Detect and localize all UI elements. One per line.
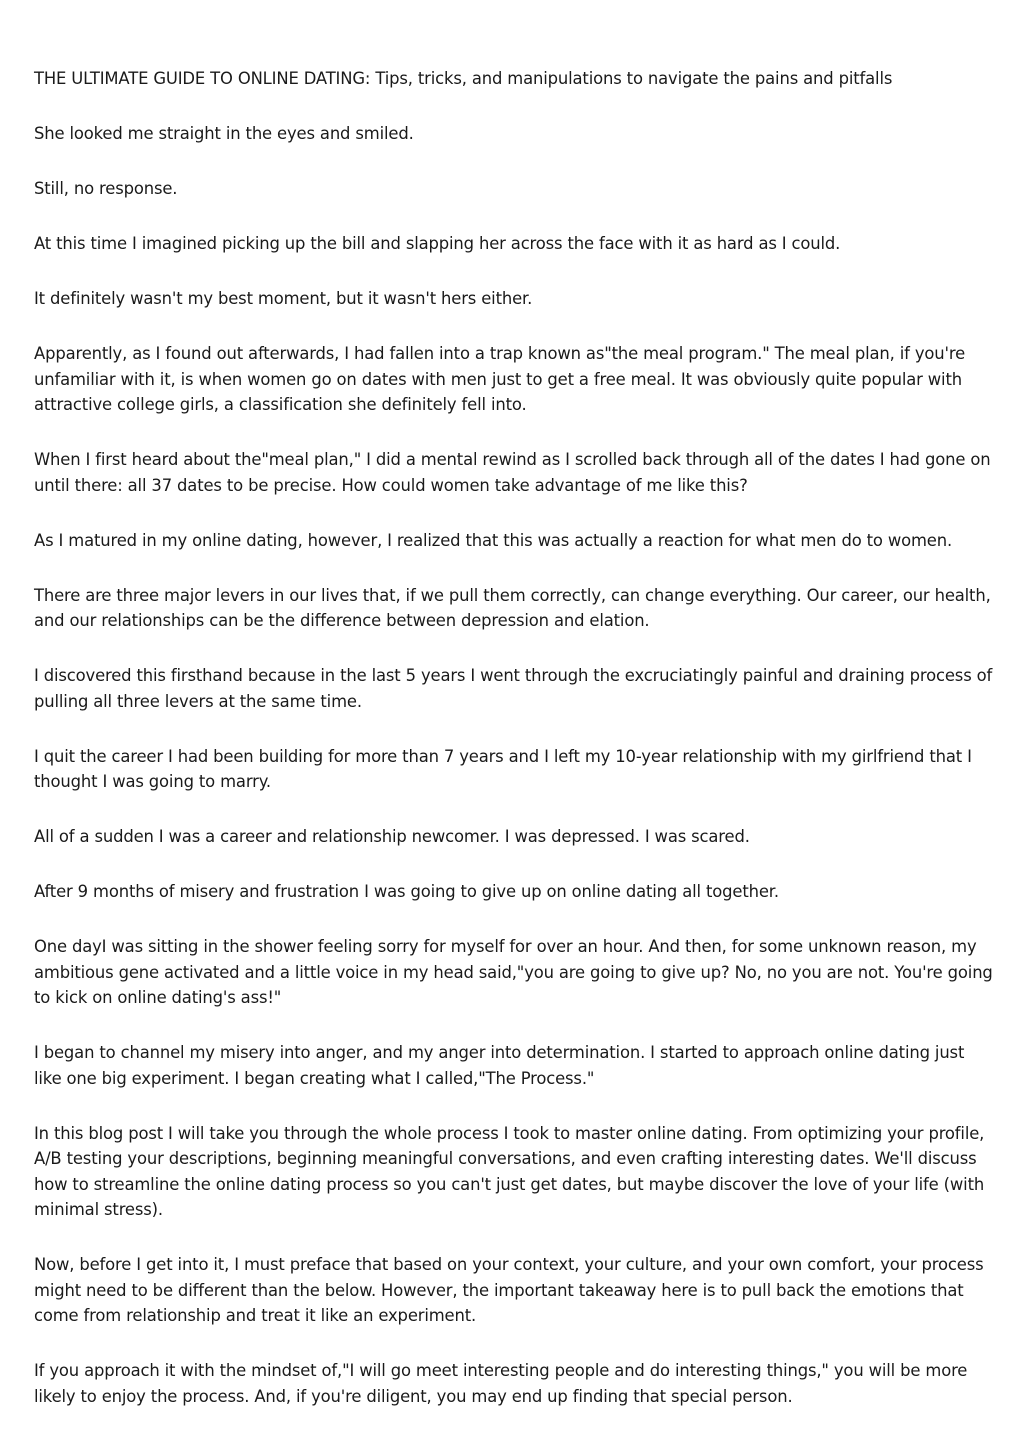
paragraph: As I matured in my online dating, however, I realized that this was actually a reaction for what men do to women.: [34, 530, 953, 550]
paragraph: Apparently, as I found out afterwards, I had fallen into a trap known as"the meal program." The meal plan, if you're unfamiliar with it, is when women go on dates with men just to get a free meal. It was obviously quite popular with attractive college girls, a classification she definitely fell into.: [34, 344, 966, 414]
paragraph: If you approach it with the mindset of,"I will go meet interesting people and do interesting things," you will be more likely to enjoy the process. And, if you're diligent, you may end up finding that special person.: [34, 1361, 968, 1406]
document-body: [34, 66, 994, 1439]
paragraph: All of a sudden I was a career and relationship newcomer. I was depressed. I was scared.: [34, 827, 750, 846]
paragraph: I quit the career I had been building for more than 7 years and I left my 10-year relationship with my girlfriend that I thought I was going to marry.: [34, 746, 972, 791]
paragraph: One dayI was sitting in the shower feeling sorry for myself for over an hour. And then, for some unknown reason, my ambitious gene activated and a little voice in my head said,"you are going to give up? No, no you are not. You're going to kick on online dating's ass!": [34, 937, 993, 1007]
paragraph: After 9 months of misery and frustration I was going to give up on online dating all together.: [34, 882, 779, 901]
document-title: THE ULTIMATE GUIDE TO ONLINE DATING: Tips, tricks, and manipulations to navigate the pains and pitfalls: [34, 69, 893, 88]
paragraph: There are three major levers in our lives that, if we pull them correctly, can change everything. Our career, our health, and our relationships can be the difference between depression and elation.: [34, 585, 991, 630]
paragraph: When I first heard about the"meal plan," I did a mental rewind as I scrolled back through all of the dates I had gone on until there: all 37 dates to be precise. How could women take advantage of me like this?: [34, 450, 991, 495]
paragraph: In this blog post I will take you through the whole process I took to master online dating. From optimizing your profile, A/B testing your descriptions, beginning meaningful conversations, and even crafting interesting dates. We'll discuss how to streamline the online dating process so you can't just get dates, but maybe discover the love of your life (with minimal stress).: [34, 1123, 985, 1219]
paragraph: Still, no response.: [34, 179, 178, 198]
paragraph: Now, before I get into it, I must preface that based on your context, your culture, and your own comfort, your process might need to be different than the below. However, the important takeaway here is to pull back the emotions that come from relationship and treat it like an experiment.: [34, 1255, 984, 1325]
paragraph: At this time I imagined picking up the bill and slapping her across the face with it as hard as I could.: [34, 234, 841, 253]
paragraph: I began to channel my misery into anger, and my anger into determination. I started to approach online dating just like one big experiment. I began creating what I called,"The Process.": [34, 1043, 965, 1088]
paragraph: It definitely wasn't my best moment, but it wasn't hers either.: [34, 289, 533, 308]
paragraph: I discovered this firsthand because in the last 5 years I went through the excruciatingly painful and draining process of pulling all three levers at the same time.: [34, 666, 993, 711]
paragraph: She looked me straight in the eyes and smiled.: [34, 124, 414, 143]
